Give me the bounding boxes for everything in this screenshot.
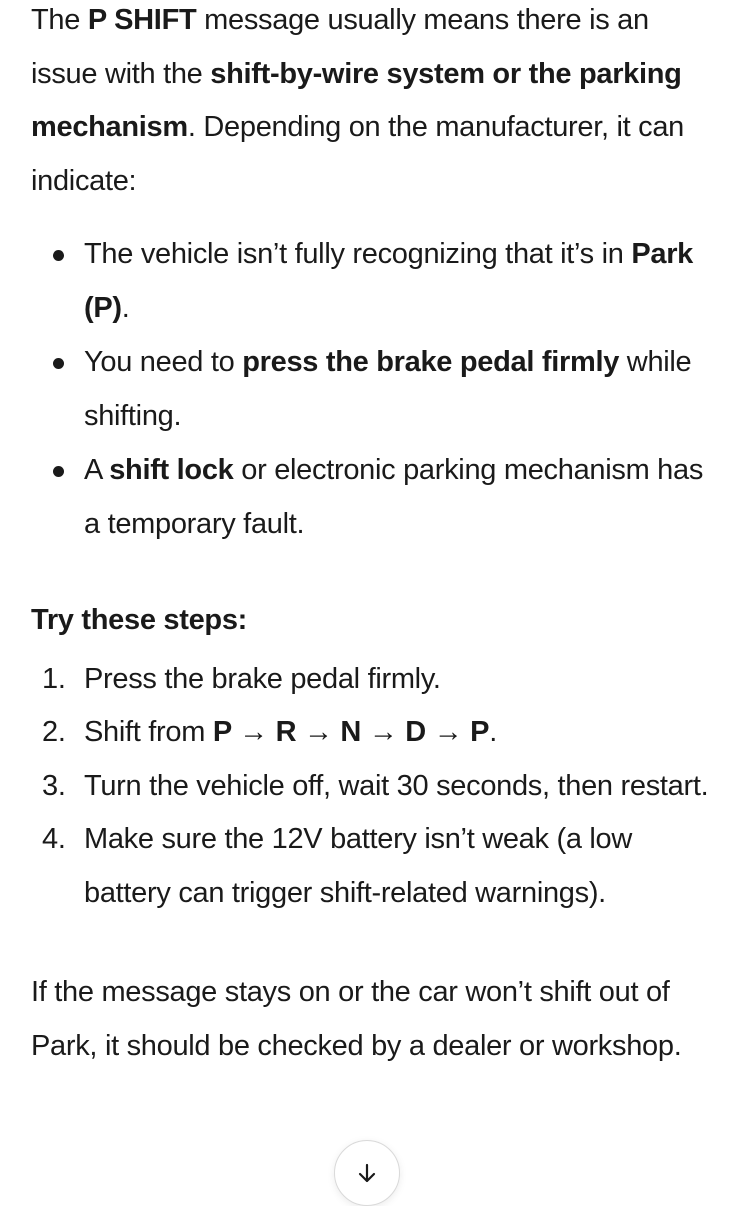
step-bold: P → R → N → D → P: [212, 716, 490, 748]
intro-paragraph: [31, 0, 721, 208]
list-item: [31, 444, 721, 551]
bullet-dot-icon: [53, 358, 64, 369]
intro-text: The: [31, 4, 88, 36]
list-item-text: or electronic parking mechanism has a temporary fault.: [84, 454, 704, 540]
intro-bold: P SHIFT: [87, 4, 197, 36]
list-item-bold: shift lock: [109, 454, 234, 486]
chat-message: [31, 0, 721, 1073]
arrow-down-icon: [355, 1161, 379, 1185]
intro-bold: shift-by-wire system or the parking mechanism: [31, 57, 682, 143]
indication-list: [31, 228, 721, 551]
step-item: [31, 653, 721, 707]
list-item: [31, 336, 721, 443]
step-text: Shift from: [84, 716, 213, 748]
step-number: 2.: [42, 716, 66, 748]
intro-text: message usually means there is an issue with the: [31, 4, 649, 90]
list-item-text: while shifting.: [84, 346, 692, 432]
step-item: [31, 706, 721, 760]
step-text: Make sure the 12V battery isn’t weak (a low battery can trigger shift-related warnings).: [84, 823, 633, 909]
step-text: .: [489, 716, 497, 748]
list-item-bold: Park (P): [84, 238, 694, 324]
step-number: 4.: [42, 823, 66, 855]
list-item: [31, 228, 721, 335]
step-number: 3.: [42, 769, 66, 802]
step-item: [31, 760, 721, 814]
step-text: Turn the vehicle off, wait 30 seconds, then restart.: [84, 769, 709, 802]
list-item-bold: press the brake pedal firmly: [242, 346, 620, 378]
list-item-text: A: [84, 454, 110, 486]
scroll-to-bottom-button[interactable]: [334, 1140, 400, 1206]
bullet-dot-icon: [53, 466, 64, 477]
steps-list: [31, 653, 721, 921]
list-item-text: .: [121, 291, 130, 324]
intro-text: . Depending on the manufacturer, it can indicate:: [31, 111, 685, 197]
steps-heading: Try these steps:: [31, 604, 248, 636]
list-item-text: The vehicle isn’t fully recognizing that it’s in: [84, 238, 632, 270]
step-number: 1.: [42, 662, 66, 695]
bullet-dot-icon: [53, 250, 64, 261]
closing-paragraph: If the message stays on or the car won’t shift out of Park, it should be checked by a dealer or workshop.: [31, 976, 682, 1062]
step-item: [31, 813, 721, 920]
step-text: Press the brake pedal firmly.: [84, 662, 441, 695]
list-item-text: You need to: [84, 346, 243, 378]
